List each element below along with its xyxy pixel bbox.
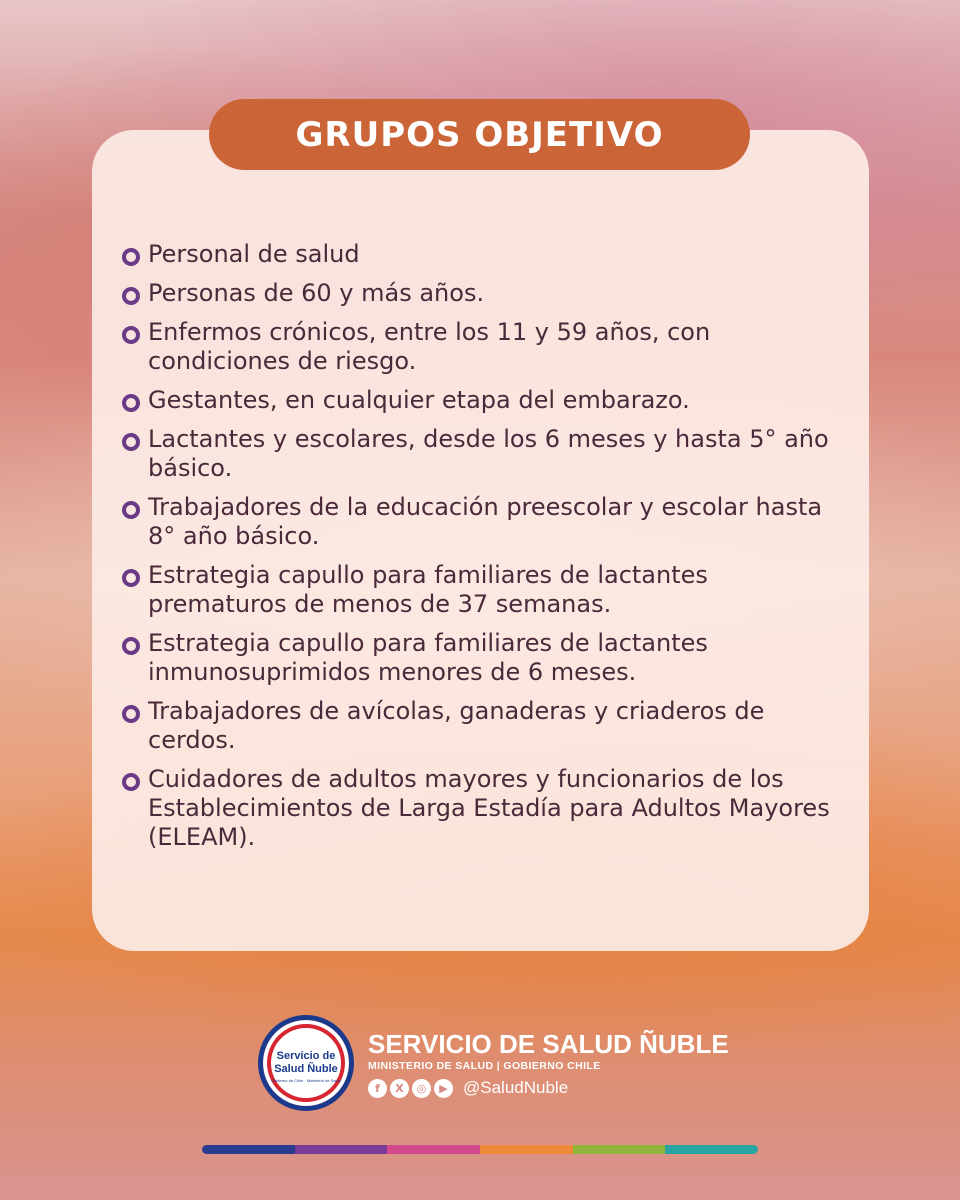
color-bar-segment (480, 1145, 573, 1154)
youtube-icon[interactable]: ▶ (434, 1079, 453, 1098)
color-bar-segment (665, 1145, 758, 1154)
organization-name: SERVICIO DE SALUD ÑUBLE (368, 1029, 729, 1059)
list-item (122, 240, 842, 269)
list-item-text: Gestantes, en cualquier etapa del embarazo. (148, 386, 690, 414)
page-title: GRUPOS OBJETIVO (295, 114, 664, 155)
organization-subtitle: MINISTERIO DE SALUD | GOBIERNO CHILE (368, 1060, 601, 1072)
circle-bullet-icon (122, 287, 140, 305)
circle-bullet-icon (122, 248, 140, 266)
color-bar-segment (387, 1145, 480, 1154)
seal-text: Servicio de Salud Ñuble (274, 1050, 338, 1075)
ministry-seal-logo (258, 1015, 354, 1111)
list-item (122, 425, 842, 483)
color-bar-segment (202, 1145, 295, 1154)
facebook-icon[interactable]: f (368, 1079, 387, 1098)
color-bar-segment (295, 1145, 388, 1154)
list-item-text: Enfermos crónicos, entre los 11 y 59 años, con condiciones de riesgo. (148, 318, 711, 375)
circle-bullet-icon (122, 773, 140, 791)
list-item-text: Lactantes y escolares, desde los 6 meses y hasta 5° año básico. (148, 425, 829, 482)
list-item (122, 386, 842, 415)
list-item (122, 318, 842, 376)
list-item-text: Trabajadores de la educación preescolar y escolar hasta 8° año básico. (148, 493, 823, 550)
list-item (122, 697, 842, 755)
list-item-text: Trabajadores de avícolas, ganaderas y criaderos de cerdos. (148, 697, 765, 754)
circle-bullet-icon (122, 637, 140, 655)
circle-bullet-icon (122, 569, 140, 587)
social-links (368, 1078, 568, 1098)
circle-bullet-icon (122, 326, 140, 344)
list-item (122, 279, 842, 308)
circle-bullet-icon (122, 394, 140, 412)
brand-color-bar (202, 1145, 758, 1154)
list-item (122, 765, 842, 852)
circle-bullet-icon (122, 433, 140, 451)
circle-bullet-icon (122, 705, 140, 723)
social-handle[interactable]: @SaludNuble (463, 1078, 569, 1097)
instagram-icon[interactable]: ◎ (412, 1079, 431, 1098)
list-item (122, 493, 842, 551)
footer-branding (258, 1015, 778, 1111)
circle-bullet-icon (122, 501, 140, 519)
list-item (122, 561, 842, 619)
x-icon[interactable]: X (390, 1079, 409, 1098)
list-item-text: Estrategia capullo para familiares de lactantes inmunosuprimidos menores de 6 meses. (148, 629, 708, 686)
list-item-text: Personas de 60 y más años. (148, 279, 485, 307)
list-item-text: Cuidadores de adultos mayores y funcionarios de los Establecimientos de Larga Estadía para Adultos Mayores (ELEAM). (148, 765, 830, 851)
seal-subtext: Gobierno de Chile · Ministerio de Salud (271, 1078, 341, 1083)
list-item-text: Estrategia capullo para familiares de lactantes prematuros de menos de 37 semanas. (148, 561, 708, 618)
target-groups-list (122, 240, 842, 862)
list-item (122, 629, 842, 687)
color-bar-segment (573, 1145, 666, 1154)
title-banner (209, 99, 750, 170)
list-item-text: Personal de salud (148, 240, 360, 268)
